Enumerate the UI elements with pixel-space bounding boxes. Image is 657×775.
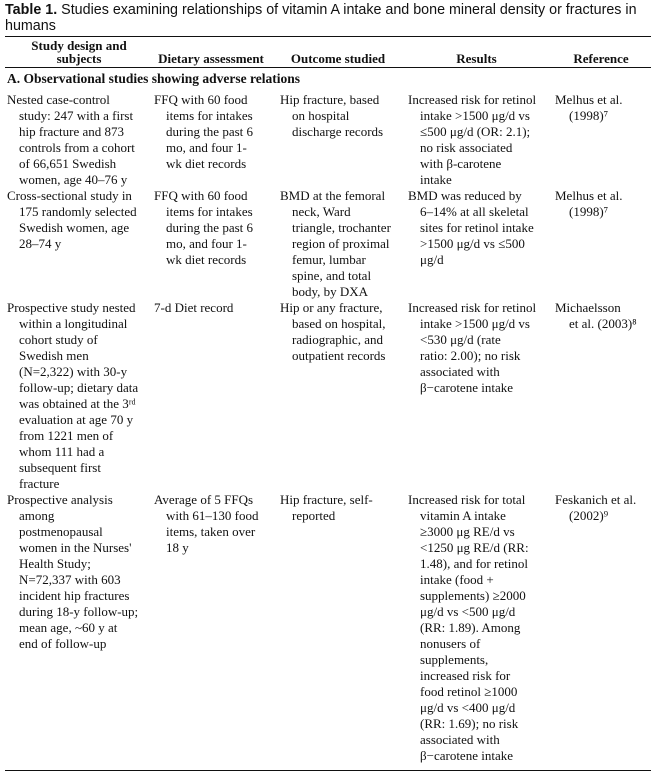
cell-line: items for intakes	[166, 108, 253, 123]
cell-line: Swedish men	[19, 348, 89, 363]
caption-label: Table 1.	[5, 2, 58, 18]
cell-line: ratio: 2.00); no risk	[420, 348, 521, 363]
cell-line: Feskanich et al.	[555, 492, 637, 507]
cell-line: 18 y	[166, 540, 189, 555]
cell-line: with 61–130 food	[166, 508, 259, 523]
cell-line: FFQ with 60 food	[154, 92, 248, 107]
cell-line: discharge records	[292, 124, 384, 139]
cell-line: <530 μg/d (rate	[420, 332, 501, 347]
cell-dietary	[154, 492, 276, 556]
cell-line: body, by DXA	[292, 284, 369, 299]
header-study-design: Study design and subjects	[31, 38, 127, 66]
cell-reference	[555, 300, 651, 332]
cell-line: (N=2,322) with 30-y	[19, 364, 128, 379]
cell-line: reported	[292, 508, 336, 523]
cell-line: triangle, trochanter	[292, 220, 391, 235]
cell-line: sites for retinol intake	[420, 220, 534, 235]
cell-line: Hip or any fracture,	[280, 300, 383, 315]
cell-line: women in the Nurses'	[19, 540, 132, 555]
cell-line: follow-up; dietary data	[19, 380, 139, 395]
cell-design	[7, 300, 149, 492]
cell-line: Prospective analysis	[7, 492, 113, 507]
cell-line: associated with	[420, 364, 500, 379]
cell-line: μg/d	[420, 252, 444, 267]
cell-line: among	[19, 508, 55, 523]
header-reference: Reference	[573, 51, 629, 66]
cell-line: intake	[420, 172, 452, 187]
cell-line: Hip fracture, based	[280, 92, 380, 107]
cell-line: Average of 5 FFQs	[154, 492, 254, 507]
cell-line: <1250 μg RE/d (RR:	[420, 540, 529, 555]
cell-line: items for intakes	[166, 204, 253, 219]
cell-line: items, taken over	[166, 524, 256, 539]
cell-line: during the past 6	[166, 124, 254, 139]
cell-line: (1998)⁷	[569, 108, 609, 123]
cell-line: intake (food +	[420, 572, 494, 587]
cell-dietary	[154, 300, 276, 316]
cell-line: 1.48), and for retinol	[420, 556, 528, 571]
cell-design	[7, 188, 149, 252]
cell-outcome	[280, 188, 404, 300]
cell-line: study: 247 with a first	[19, 108, 134, 123]
cell-line: food retinol ≥1000	[420, 684, 518, 699]
cell-line: evaluation at age 70 y	[19, 412, 134, 427]
cell-line: et al. (2003)⁸	[569, 316, 637, 331]
cell-line: β−carotene intake	[420, 380, 513, 395]
cell-line: nonusers of	[420, 636, 481, 651]
cell-line: on hospital	[292, 108, 350, 123]
cell-line: vitamin A intake	[420, 508, 506, 523]
cell-line: wk diet records	[166, 156, 247, 171]
cell-line: no risk associated	[420, 140, 513, 155]
cell-line: Cross-sectional study in	[7, 188, 132, 203]
cell-line: during the past 6	[166, 220, 254, 235]
cell-line: BMD was reduced by	[408, 188, 522, 203]
cell-line: increased risk for	[420, 668, 511, 683]
cell-line: region of proximal	[292, 236, 390, 251]
cell-line: 175 randomly selected	[19, 204, 137, 219]
cell-reference	[555, 188, 651, 220]
cell-reference	[555, 92, 651, 124]
cell-line: incident hip fractures	[19, 588, 130, 603]
cell-line: 6–14% at all skeletal	[420, 204, 529, 219]
cell-line: ≥3000 μg RE/d vs	[420, 524, 515, 539]
cell-line: based on hospital,	[292, 316, 386, 331]
cell-line: mean age, ~60 y at	[19, 620, 118, 635]
cell-dietary	[154, 92, 276, 172]
cell-line: controls from a cohort	[19, 140, 135, 155]
cell-line: during 18-y follow-up;	[19, 604, 139, 619]
cell-results	[408, 188, 553, 268]
cell-line: Michaelsson	[555, 300, 621, 315]
cell-line: FFQ with 60 food	[154, 188, 248, 203]
cell-dietary	[154, 188, 276, 268]
cell-line: supplements,	[420, 652, 489, 667]
cell-line: >1500 μg/d vs ≤500	[420, 236, 525, 251]
cell-line: intake >1500 μg/d vs	[420, 316, 530, 331]
cell-results	[408, 492, 553, 764]
cell-line: BMD at the femoral	[280, 188, 386, 203]
header-rule	[5, 67, 651, 68]
cell-results	[408, 300, 553, 396]
cell-line: spine, and total	[292, 268, 372, 283]
cell-outcome	[280, 92, 404, 140]
cell-outcome	[280, 300, 404, 364]
header-results: Results	[456, 51, 497, 66]
cell-line: with β-carotene	[420, 156, 502, 171]
cell-line: Swedish women, age	[19, 220, 130, 235]
cell-line: associated with	[420, 732, 500, 747]
cell-line: of 66,651 Swedish	[19, 156, 117, 171]
cell-line: hip fracture and 873	[19, 124, 125, 139]
cell-line: (1998)⁷	[569, 204, 609, 219]
cell-line: neck, Ward	[292, 204, 351, 219]
section-heading-a: A. Observational studies showing adverse relations	[7, 71, 301, 86]
cell-line: Nested case-control	[7, 92, 110, 107]
cell-line: 7-d Diet record	[154, 300, 234, 315]
cell-results	[408, 92, 553, 188]
cell-line: from 1221 men of	[19, 428, 114, 443]
bottom-rule	[5, 770, 651, 771]
cell-line: supplements) ≥2000	[420, 588, 526, 603]
cell-reference	[555, 492, 651, 524]
cell-line: postmenopausal	[19, 524, 103, 539]
cell-design	[7, 492, 149, 652]
cell-line: within a longitudinal	[19, 316, 128, 331]
cell-line: subsequent first	[19, 460, 101, 475]
cell-line: radiographic, and	[292, 332, 383, 347]
cell-line: cohort study of	[19, 332, 98, 347]
cell-line: wk diet records	[166, 252, 247, 267]
table-caption	[5, 2, 650, 34]
cell-line: femur, lumbar	[292, 252, 366, 267]
header-dietary-assessment: Dietary assessment	[158, 51, 264, 66]
cell-line: (2002)⁹	[569, 508, 609, 523]
caption-text: Studies examining relationships of vitamin A intake and bone mineral density or fractures in humans	[5, 2, 637, 34]
header-outcome-studied: Outcome studied	[290, 51, 386, 66]
cell-line: β−carotene intake	[420, 748, 513, 763]
cell-line: μg/d vs <400 μg/d	[420, 700, 516, 715]
cell-line: fracture	[19, 476, 60, 491]
cell-line: μg/d vs <500 μg/d	[420, 604, 516, 619]
cell-line: (RR: 1.69); no risk	[420, 716, 519, 731]
cell-line: mo, and four 1-	[166, 140, 247, 155]
cell-line: Prospective study nested	[7, 300, 136, 315]
cell-line: Melhus et al.	[555, 92, 623, 107]
cell-outcome	[280, 492, 404, 524]
cell-line: Health Study;	[19, 556, 91, 571]
cell-line: N=72,337 with 603	[19, 572, 121, 587]
cell-line: Increased risk for retinol	[408, 300, 537, 315]
cell-line: Increased risk for total	[408, 492, 526, 507]
cell-line: outpatient records	[292, 348, 386, 363]
cell-line: was obtained at the 3ʳᵈ	[19, 396, 136, 411]
cell-line: Hip fracture, self-	[280, 492, 373, 507]
cell-line: intake >1500 μg/d vs	[420, 108, 530, 123]
cell-line: end of follow-up	[19, 636, 107, 651]
cell-line: ≤500 μg/d (OR: 2.1);	[420, 124, 531, 139]
cell-line: Melhus et al.	[555, 188, 623, 203]
cell-line: whom 111 had a	[19, 444, 105, 459]
cell-design	[7, 92, 149, 188]
cell-line: women, age 40–76 y	[19, 172, 128, 187]
cell-line: Increased risk for retinol	[408, 92, 537, 107]
cell-line: (RR: 1.89). Among	[420, 620, 521, 635]
cell-line: mo, and four 1-	[166, 236, 247, 251]
cell-line: 28–74 y	[19, 236, 62, 251]
